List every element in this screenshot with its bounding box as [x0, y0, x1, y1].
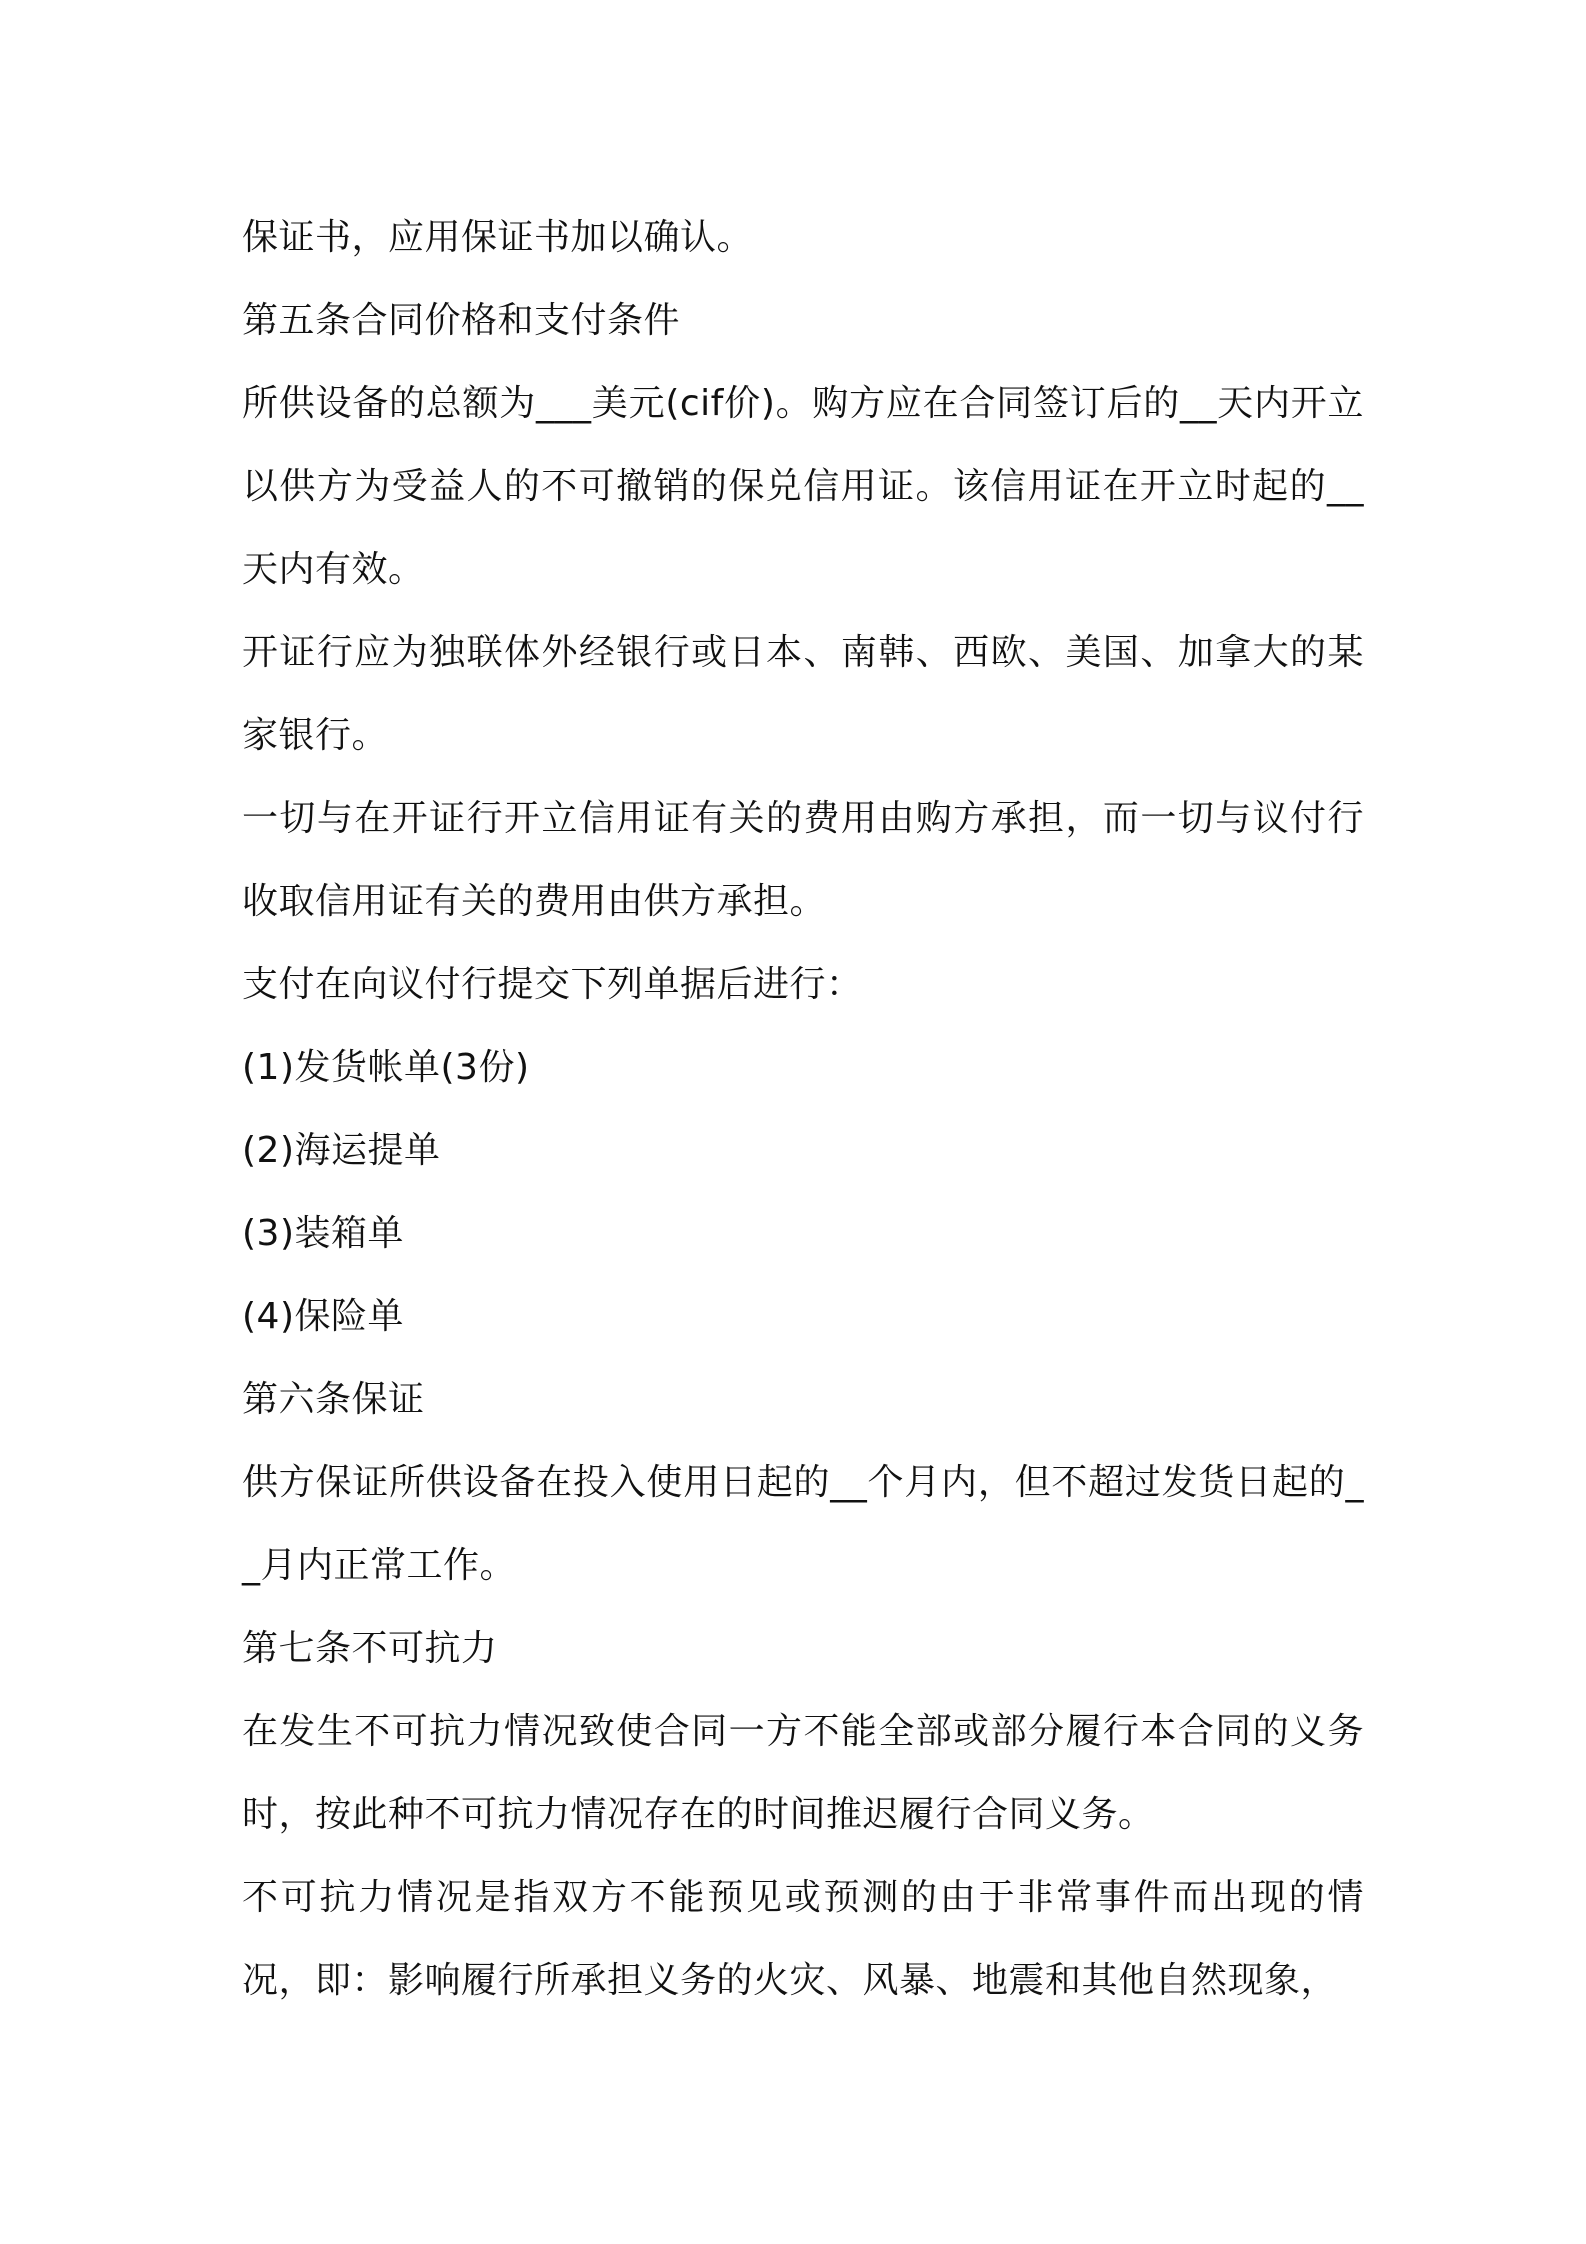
paragraph-issuing-bank: 开证行应为独联体外经银行或日本、南韩、西欧、美国、加拿大的某家银行。: [242, 632, 1364, 756]
paragraph-fees: 一切与在开证行开立信用证有关的费用由购方承担，而一切与议付行收取信用证有关的费用由供方承担。: [242, 798, 1364, 922]
article-7-heading: 第七条不可抗力: [242, 1628, 498, 1669]
document-body: [242, 196, 1364, 2022]
list-item-invoice: (1)发货帐单(3份): [242, 1047, 530, 1088]
paragraph-force-majeure-delay: 在发生不可抗力情况致使合同一方不能全部或部分履行本合同的义务时，按此种不可抗力情况存在的时间推迟履行合同义务。: [242, 1711, 1364, 1835]
paragraph-total-amount-letter-of-credit: 所供设备的总额为___美元(cif价)。购方应在合同签订后的__天内开立以供方为受益人的不可撤销的保兑信用证。该信用证在开立时起的__天内有效。: [242, 383, 1364, 590]
paragraph-warranty-period: 供方保证所供设备在投入使用日起的__个月内，但不超过发货日起的__月内正常工作。: [242, 1462, 1364, 1586]
list-item-insurance-policy: (4)保险单: [242, 1296, 404, 1337]
article-5-heading: 第五条合同价格和支付条件: [242, 300, 681, 341]
paragraph-force-majeure-definition: 不可抗力情况是指双方不能预见或预测的由于非常事件而出现的情况，即：影响履行所承担义务的火灾、风暴、地震和其他自然现象，: [242, 1877, 1364, 2001]
list-item-bill-of-lading: (2)海运提单: [242, 1130, 441, 1171]
paragraph-guarantee-confirmation: 保证书，应用保证书加以确认。: [242, 217, 754, 258]
article-6-heading: 第六条保证: [242, 1379, 425, 1420]
paragraph-payment-documents: 支付在向议付行提交下列单据后进行：: [242, 964, 863, 1005]
list-item-packing-list: (3)装箱单: [242, 1213, 404, 1254]
